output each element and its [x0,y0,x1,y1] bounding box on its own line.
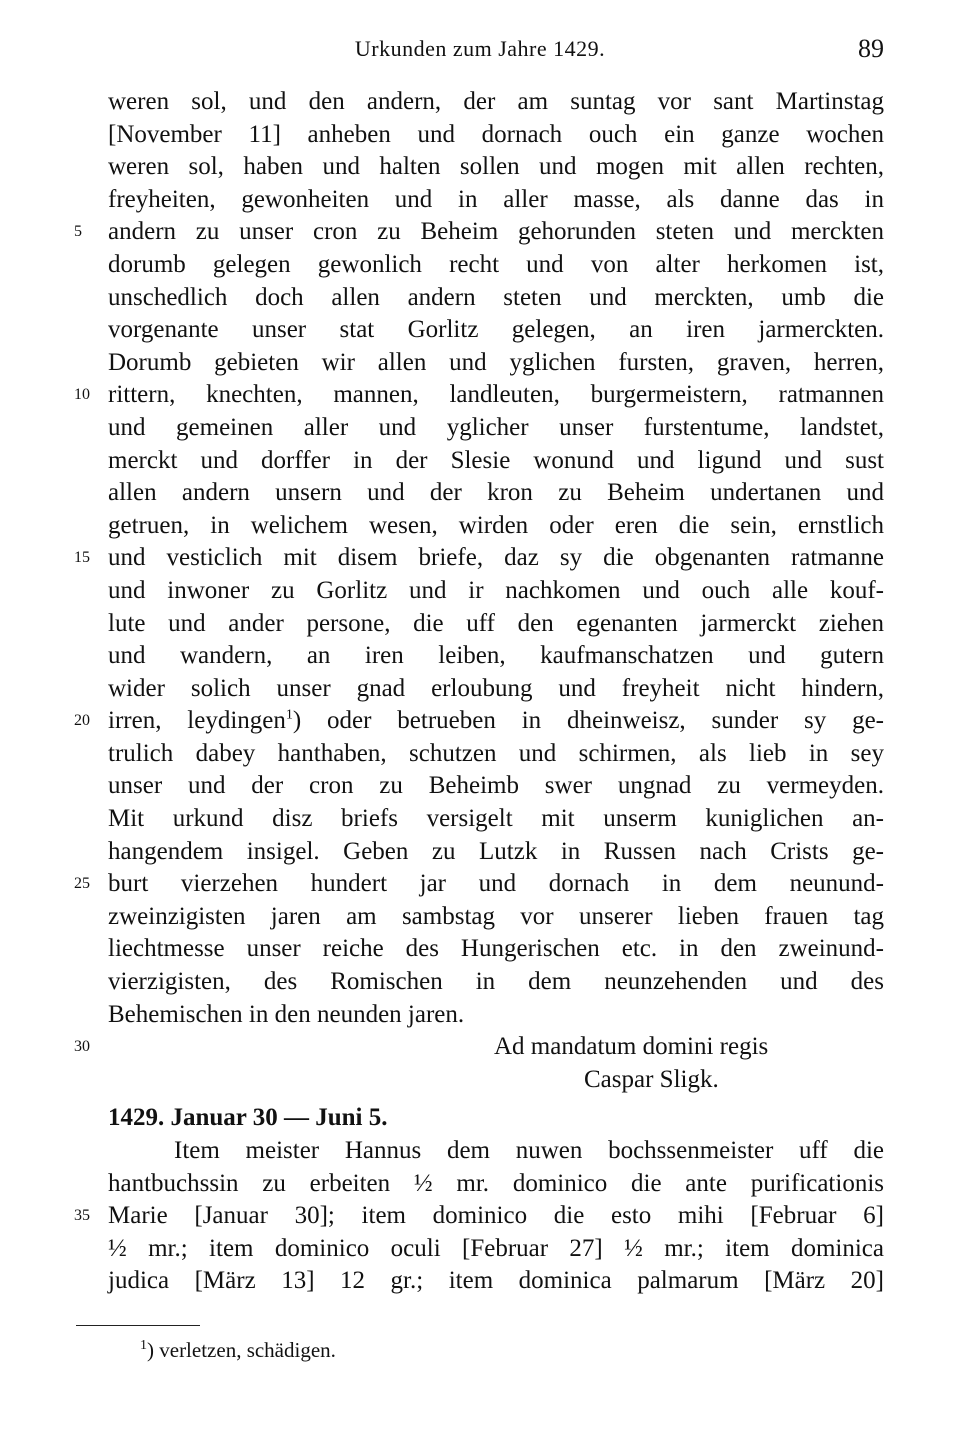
text-line [108,445,884,478]
line-text: irren, leydingen [108,707,286,735]
text-line [108,738,884,771]
line-text: weren sol, haben und halten sollen und mogen mit allen rechten, [108,153,884,181]
line-text: Mit urkund disz briefs versigelt mit unserm kuniglichen an- [108,805,884,833]
line-text: Item meister Hannus dem nuwen bochssenmeister uff die [174,1137,884,1164]
line-number: 25 [74,875,90,893]
text-line [108,901,884,934]
text-line [108,933,884,966]
footnote-divider [76,1325,200,1326]
line-number: 15 [74,549,90,567]
text-line [108,347,884,380]
text-line [108,640,884,673]
text-line [108,1265,884,1298]
text-line [108,119,884,152]
line-text: dorumb gelegen gewonlich recht und von alter herkomen ist, [108,250,884,278]
line-text: und vesticlich mit disem briefe, daz sy die obgenanten ratmanne [108,544,884,572]
text-line [108,184,884,217]
text-line [108,803,884,836]
text-line [74,1200,884,1233]
text-line [108,673,884,706]
line-text: hantbuchssin zu erbeiten ½ mr. dominico die ante purificationis [108,1169,884,1197]
line-text-continued: ) oder betrueben in dheinweisz, sunder sy ge- [292,707,884,735]
text-line [108,314,884,347]
line-number: 30 [74,1038,90,1056]
text-line [108,249,884,282]
line-text: freyheiten, gewonheiten und in aller masse, als danne das in [108,185,884,213]
text-line [108,412,884,445]
text-line [108,1135,884,1168]
text-line [74,379,884,412]
line-text: allen andern unsern und der kron zu Beheim undertanen und [108,479,884,507]
line-text: weren sol, und den andern, der am suntag vor sant Martinstag [108,88,884,115]
line-text: rittern, knechten, mannen, landleuten, burgermeistern, ratmannen [108,381,884,409]
page-header [0,30,960,64]
line-number: 20 [74,712,90,730]
line-number: 5 [74,223,82,241]
charter-text [74,86,884,1031]
line-text: Behemischen in den neunden jaren. [108,1000,465,1028]
line-text: hangendem insigel. Geben zu Lutzk in Russen nach Crists ge- [108,837,884,865]
text-line [108,151,884,184]
signature-mandate: Ad mandatum domini regis [494,1033,769,1061]
text-line [74,705,884,738]
text-line [108,510,884,543]
line-text: und wandern, an iren leiben, kaufmanschatzen und gutern [108,642,884,670]
line-text: Dorumb gebieten wir allen und yglichen fursten, graven, herren, [108,348,884,376]
line-text: andern zu unser cron zu Beheim gehorunden steten und merckten [108,218,884,246]
line-text: wider solich unser gnad erloubung und freyheit nicht hindern, [108,674,884,702]
footnote-text: ) verletzen, schädigen. [147,1338,336,1362]
line-text: burt vierzehen hundert jar und dornach in dem neunund- [108,870,884,898]
line-text: unser und der cron zu Beheimb swer ungnad zu vermeyden. [108,772,884,800]
body-text [74,86,884,1298]
signature-line-1 [74,1031,884,1064]
line-number: 35 [74,1207,90,1225]
line-text: und inwoner zu Gorlitz und ir nachkomen und ouch alle kouf- [108,576,884,604]
text-line [108,477,884,510]
line-text: merckt und dorffer in der Slesie wonund und ligund und sust [108,446,884,474]
footnote [140,1338,336,1363]
line-text: getruen, in welichem wesen, wirden oder eren die sein, ernstlich [108,511,884,539]
line-text: zweinzigisten jaren am sambstag vor unserer lieben frauen tag [108,902,884,930]
footnote-reference: 1 [285,707,293,723]
text-line [108,86,884,119]
line-text: [November 11] anheben und dornach ouch ein ganze wochen [108,120,884,148]
line-text: judica [März 13] 12 gr.; item dominica palmarum [März 20] [108,1267,884,1295]
text-line [108,1233,884,1266]
text-line [108,1168,884,1201]
running-head: Urkunden zum Jahre 1429. [354,36,606,61]
text-line [108,608,884,641]
line-number: 10 [74,386,90,404]
text-line [74,216,884,249]
text-line [108,966,884,999]
text-line [108,770,884,803]
text-line [108,575,884,608]
text-line [74,542,884,575]
text-line [74,868,884,901]
page-number: 89 [858,34,884,63]
line-text: und gemeinen aller und yglicher unser furstentume, landstet, [108,413,884,441]
signature-name: Caspar Sligk. [584,1065,719,1093]
signature-line-2 [108,1064,884,1097]
line-text: vierzigisten, des Romischen in dem neunzehenden und des [108,968,884,996]
line-text: liechtmesse unser reiche des Hungerischen etc. in den zweinund- [108,935,884,963]
text-line [108,282,884,315]
section-text [74,1135,884,1298]
line-text: ½ mr.; item dominico oculi [Februar 27] ½ mr.; item dominica [108,1234,884,1262]
line-text: unschedlich doch allen andern steten und merckten, umb die [108,283,884,311]
footnote-marker: 1 [140,1338,147,1353]
line-text: trulich dabey hanthaben, schutzen und schirmen, als lieb in sey [108,739,884,767]
line-text: Marie [Januar 30]; item dominico die esto mihi [Februar 6] [108,1202,884,1230]
text-line [108,836,884,869]
line-text: lute und ander persone, die uff den egenanten jarmerckt ziehen [108,609,884,637]
text-line [108,999,884,1032]
section-heading: 1429. Januar 30 — Juni 5. [108,1104,388,1132]
line-text: vorgenante unser stat Gorlitz gelegen, an iren jarmerckten. [108,316,884,344]
